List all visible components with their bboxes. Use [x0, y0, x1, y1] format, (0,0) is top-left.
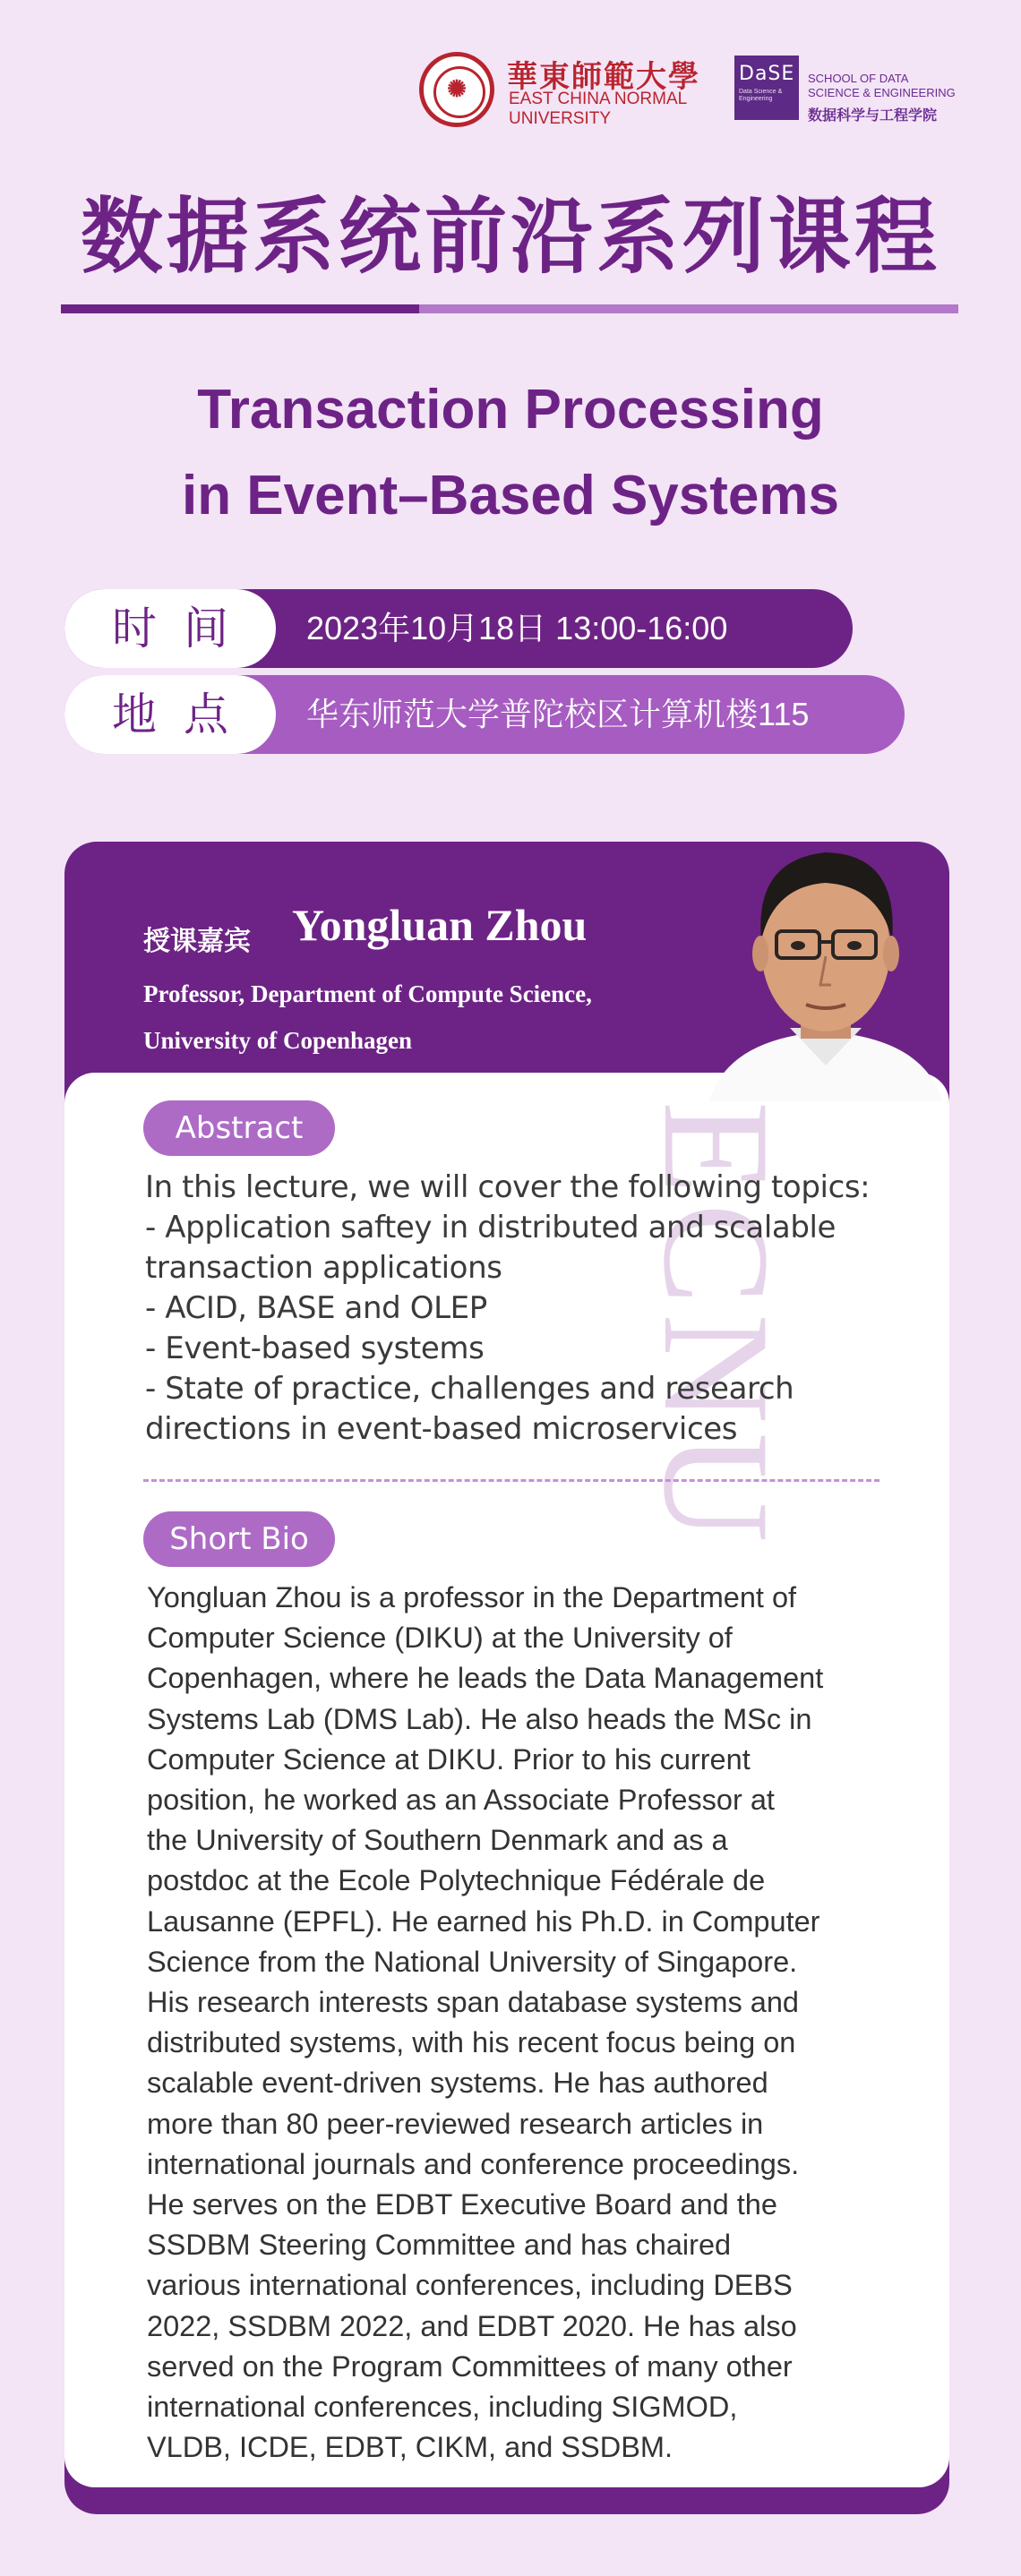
speaker-affiliation-line2: University of Copenhagen	[143, 1027, 413, 1054]
bio-line: international conferences, including SIGMOD,	[147, 2391, 738, 2424]
bio-line: His research interests span database systems and	[147, 1986, 799, 2019]
lecture-title-line1: Transaction Processing	[197, 379, 824, 441]
bio-line: more than 80 peer-reviewed research articles in	[147, 2107, 764, 2140]
bio-line: Computer Science (DIKU) at the University of	[147, 1622, 733, 1655]
lecture-title	[0, 367, 1021, 539]
bio-line: distributed systems, with his recent focus being on	[147, 2026, 796, 2059]
bio-line: served on the Program Committees of many other	[147, 2349, 793, 2383]
bio-line: Systems Lab (DMS Lab). He also heads the MSc in	[147, 1702, 812, 1735]
ecnu-name-en-line1: EAST CHINA NORMAL	[509, 90, 688, 108]
ecnu-name-cn: 華東師範大學	[507, 59, 700, 95]
dase-logo-subtext: Data Science & Engineering	[739, 89, 783, 102]
dase-name-en	[808, 72, 956, 100]
ecnu-seal-emblem-icon: ✺	[447, 76, 467, 103]
lecture-title-line2: in Event–Based Systems	[181, 465, 839, 526]
bio-line: He serves on the EDBT Executive Board and the	[147, 2188, 777, 2221]
abstract-label: Abstract	[143, 1100, 335, 1156]
short-bio-label: Short Bio	[143, 1511, 335, 1567]
place-label: 地点	[64, 675, 276, 754]
speaker-name: Yongluan Zhou	[292, 900, 588, 950]
bio-line: VLDB, ICDE, EDBT, CIKM, and SSDBM.	[147, 2431, 673, 2464]
abstract-line: - ACID, BASE and OLEP	[145, 1290, 487, 1326]
abstract-line: - State of practice, challenges and research	[145, 1371, 794, 1407]
dase-logo-mark: DaSE	[739, 63, 795, 85]
title-underline-dark	[61, 304, 419, 313]
speaker-affiliation-line1: Professor, Department of Compute Science,	[143, 980, 592, 1007]
bio-line: SSDBM Steering Committee and has chaired	[147, 2229, 732, 2262]
dase-name-en-line1: SCHOOL OF DATA	[808, 72, 909, 85]
section-divider	[143, 1479, 879, 1482]
bio-line: Yongluan Zhou is a professor in the Department of	[147, 1581, 797, 1613]
ecnu-watermark: ECNU	[632, 1101, 801, 1552]
ecnu-name-en	[509, 90, 687, 129]
abstract-line: - Event-based systems	[145, 1331, 485, 1366]
bio-line: Lausanne (EPFL). He earned his Ph.D. in Computer	[147, 1904, 820, 1938]
series-title: 数据系统前沿系列课程	[80, 189, 940, 285]
dase-name-en-line2: SCIENCE & ENGINEERING	[808, 86, 956, 99]
bio-line: 2022, SSDBM 2022, and EDBT 2020. He has also	[147, 2309, 797, 2342]
short-bio-text	[147, 1578, 890, 2468]
bio-line: position, he worked as an Associate Professor at	[147, 1784, 775, 1817]
place-value: 华东师范大学普陀校区计算机楼115	[306, 696, 810, 732]
bio-line: Science from the National University of Singapore.	[147, 1945, 798, 1978]
abstract-line: - Application saftey in distributed and scalable	[145, 1210, 837, 1245]
dase-logo	[734, 56, 799, 120]
bio-line: the University of Southern Denmark and as a	[147, 1824, 728, 1857]
bio-line: Copenhagen, where he leads the Data Management	[147, 1662, 824, 1695]
abstract-line: transaction applications	[145, 1250, 502, 1286]
bio-line: various international conferences, including DEBS	[147, 2269, 793, 2302]
bio-line: Computer Science at DIKU. Prior to his current	[147, 1742, 751, 1776]
time-value: 2023年10月18日 13:00-16:00	[306, 610, 728, 646]
dase-name-cn: 数据科学与工程学院	[808, 108, 938, 124]
time-label: 时间	[64, 589, 276, 668]
abstract-line: directions in event-based microservices	[145, 1411, 738, 1447]
bio-line: postdoc at the Ecole Polytechnique Fédérale de	[147, 1864, 766, 1897]
ecnu-name-en-line2: UNIVERSITY	[509, 109, 612, 128]
bio-line: international journals and conference proceedings.	[147, 2147, 800, 2180]
abstract-text	[145, 1168, 871, 1450]
bio-line: scalable event-driven systems. He has authored	[147, 2067, 768, 2100]
abstract-line: In this lecture, we will cover the following topics:	[145, 1169, 871, 1205]
speaker-portrait	[691, 797, 960, 1101]
ecnu-seal-logo	[419, 52, 494, 127]
speaker-affiliation	[143, 971, 592, 1064]
title-underline-light	[419, 304, 958, 313]
speaker-prefix: 授课嘉宾	[143, 926, 251, 957]
